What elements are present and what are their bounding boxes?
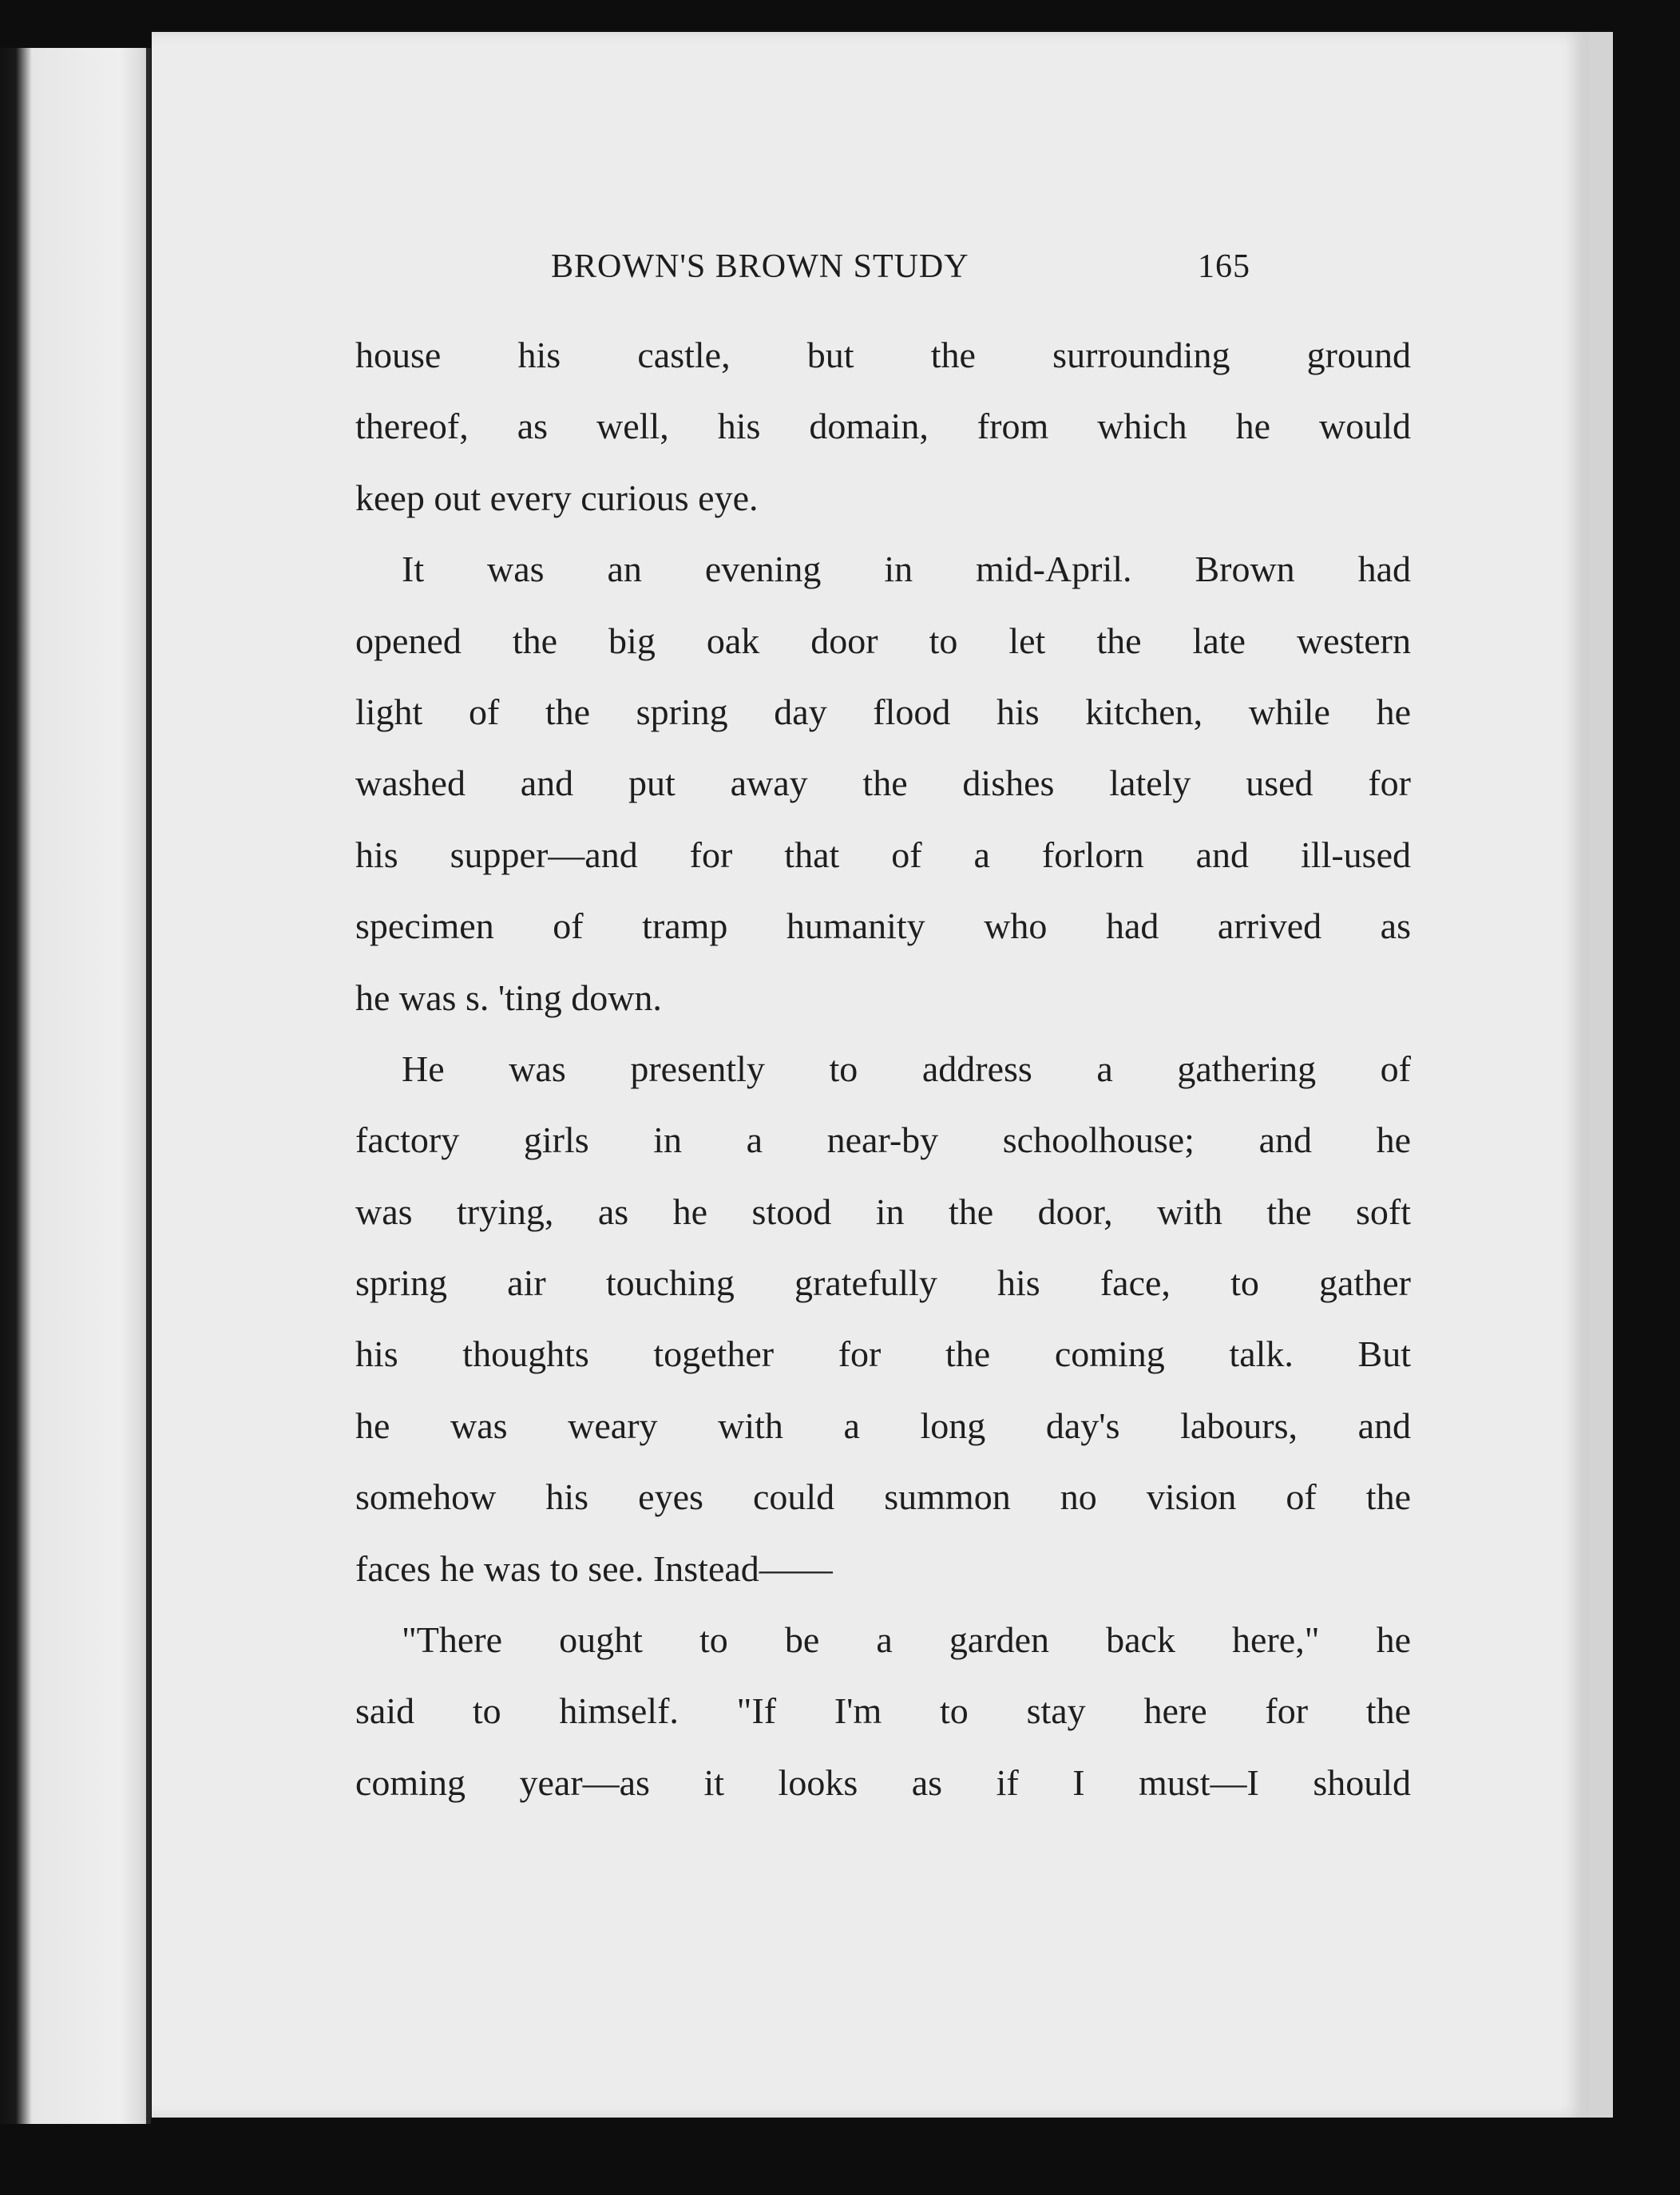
text-line: said to himself. "If I'm to stay here for the bbox=[355, 1690, 1411, 1732]
body-text bbox=[355, 319, 1411, 1818]
text-line: washed and put away the dishes lately used for bbox=[355, 763, 1411, 804]
text-line: factory girls in a near-by schoolhouse; and he bbox=[355, 1119, 1411, 1161]
text-line: was trying, as he stood in the door, with the soft bbox=[355, 1191, 1411, 1232]
text-line: he was weary with a long day's labours, and bbox=[355, 1405, 1411, 1446]
paragraph-first-line: He was presently to address a gathering of bbox=[402, 1048, 1411, 1089]
book-page bbox=[152, 32, 1613, 2118]
text-line: house his castle, but the surrounding ground bbox=[355, 335, 1411, 375]
text-line: thereof, as well, his domain, from which he would bbox=[355, 406, 1411, 447]
text-line: spring air touching gratefully his face, to gather bbox=[355, 1262, 1411, 1304]
text-line: faces he was to see. Instead—— bbox=[355, 1547, 833, 1589]
running-title: BROWN'S BROWN STUDY bbox=[551, 248, 969, 285]
text-line: somehow his eyes could summon no vision of the bbox=[355, 1476, 1411, 1518]
left-page-edge bbox=[0, 48, 150, 2124]
running-head bbox=[152, 248, 1589, 295]
text-line: he was s. 'ting down. bbox=[355, 977, 662, 1018]
text-line: coming year—as it looks as if I must—I should bbox=[355, 1761, 1411, 1803]
paragraph-first-line: "There ought to be a garden back here," he bbox=[402, 1619, 1411, 1661]
text-line: his thoughts together for the coming talk. But bbox=[355, 1333, 1411, 1375]
text-line: specimen of tramp humanity who had arrived as bbox=[355, 905, 1411, 947]
text-line: keep out every curious eye. bbox=[355, 477, 759, 518]
book-gutter bbox=[146, 48, 151, 2124]
page-number: 165 bbox=[1198, 248, 1250, 285]
text-line: light of the spring day flood his kitchen, while he bbox=[355, 691, 1411, 732]
paragraph-first-line: It was an evening in mid-April. Brown had bbox=[402, 549, 1411, 590]
text-line: opened the big oak door to let the late western bbox=[355, 620, 1411, 661]
text-line: his supper—and for that of a forlorn and ill-used bbox=[355, 834, 1411, 875]
